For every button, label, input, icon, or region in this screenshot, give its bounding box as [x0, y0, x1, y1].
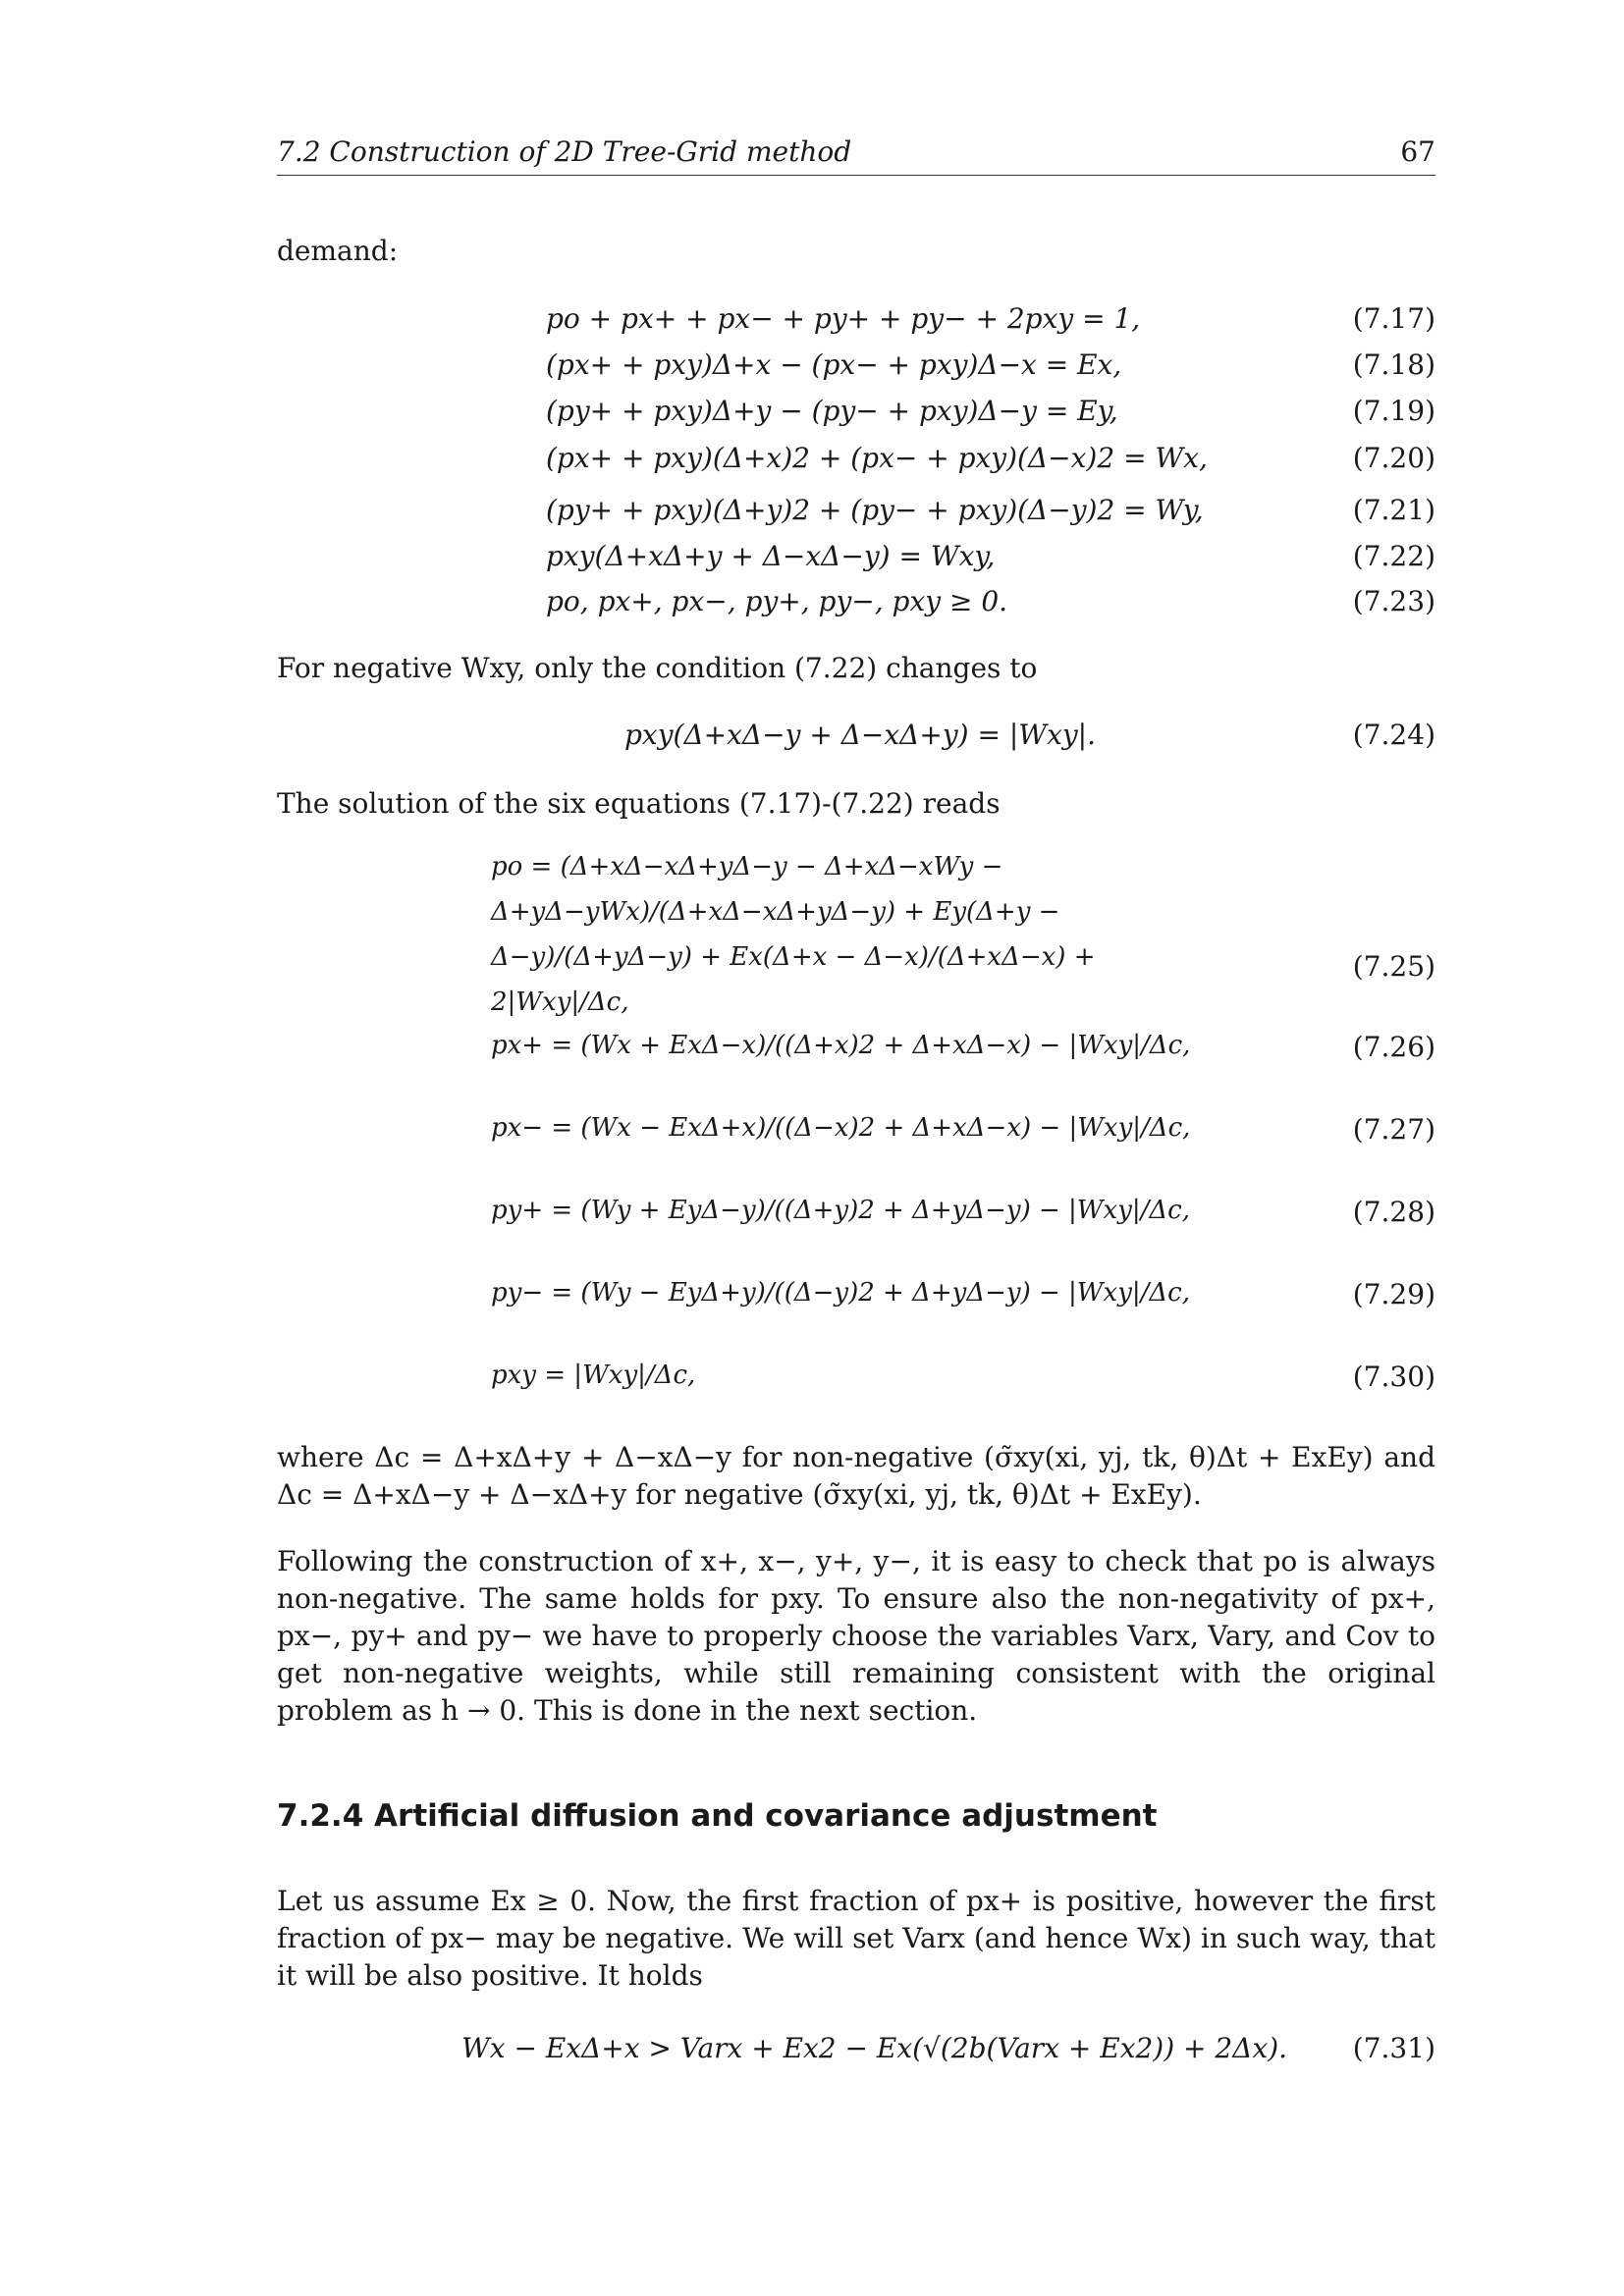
page-number: 67 — [1400, 135, 1435, 168]
equation-7-25 — [491, 844, 1198, 1025]
equation-text: py+ = (Wy + EyΔ−y)/((Δ+y)2 + Δ+yΔ−y) − |Wxy|/Δc, — [491, 1196, 1191, 1225]
equation-number: (7.23) — [1352, 585, 1435, 617]
equation-text: px− = (Wx − ExΔ+x)/((Δ−x)2 + Δ+xΔ−x) − |Wxy|/Δc, — [491, 1113, 1191, 1143]
equation-text: py− = (Wy − EyΔ+y)/((Δ−y)2 + Δ+yΔ−y) − |Wxy|/Δc, — [491, 1278, 1191, 1308]
section-heading: 7.2.4 Artificial diffusion and covariance adjustment — [277, 1798, 1158, 1834]
equation-7-24 — [624, 719, 1096, 751]
paragraph-assume: Let us assume Ex ≥ 0. Now, the first fraction of px+ is positive, however the first fraction of px− may be negative. We will set Varx (and hence Wx) in such way, that it will be also positive. It holds — [277, 1885, 1435, 1992]
equation-text: (px+ + pxy)(Δ+x)2 + (px− + pxy)(Δ−x)2 = Wx, — [546, 442, 1208, 474]
equation-number: (7.31) — [1352, 2032, 1435, 2064]
equation-number: (7.26) — [1352, 1031, 1435, 1063]
equation-7-29 — [491, 1278, 1190, 1308]
equation-7-23 — [546, 585, 1007, 617]
equation-text: Wx − ExΔ+x > Varx + Ex2 − Ex(√(2b(Varx + Ex2)) + 2Δx). — [461, 2032, 1288, 2064]
equation-7-21 — [546, 494, 1204, 526]
equation-text: pxy(Δ+xΔ−y + Δ−xΔ+y) = |Wxy|. — [624, 719, 1097, 751]
equation-7-17 — [546, 302, 1140, 335]
paragraph-solution: The solution of the six equations (7.17)-(7.22) reads — [277, 787, 1001, 820]
paragraph-where: where Δc = Δ+xΔ+y + Δ−xΔ−y for non-negative (σ̃xy(xi, yj, tk, θ)Δt + ExEy) and Δc = Δ+xΔ−y + Δ−xΔ+y for negative (σ̃xy(xi, yj, tk, θ)Δt + ExEy). — [277, 1441, 1435, 1511]
equation-7-20 — [546, 442, 1208, 474]
equation-text: (py+ + pxy)(Δ+y)2 + (py− + pxy)(Δ−y)2 = Wy, — [546, 494, 1204, 526]
equation-number: (7.17) — [1352, 302, 1435, 335]
equation-number: (7.24) — [1352, 719, 1435, 751]
equation-number: (7.21) — [1352, 494, 1435, 526]
equation-text: pxy = |Wxy|/Δc, — [491, 1361, 696, 1390]
equation-number: (7.18) — [1352, 348, 1435, 381]
equation-text: px+ = (Wx + ExΔ−x)/((Δ+x)2 + Δ+xΔ−x) − |Wxy|/Δc, — [491, 1031, 1191, 1060]
equation-number: (7.27) — [1352, 1113, 1435, 1146]
intro-text: demand: — [277, 235, 399, 267]
equation-7-27 — [491, 1113, 1190, 1143]
equation-number: (7.28) — [1352, 1196, 1435, 1228]
equation-number: (7.25) — [1352, 950, 1435, 983]
equation-number: (7.20) — [1352, 442, 1435, 474]
equation-text: po = (Δ+xΔ−xΔ+yΔ−y − Δ+xΔ−xWy − Δ+yΔ−yWx)/(Δ+xΔ−xΔ+yΔ−y) + Ey(Δ+y − Δ−y)/(Δ+yΔ−y) + Ex(Δ+x − Δ−x)/(Δ+xΔ−x) + 2|Wxy|/Δc, — [491, 852, 1096, 1017]
equation-7-18 — [546, 348, 1121, 381]
equation-text: po, px+, px−, py+, py−, pxy ≥ 0. — [546, 585, 1008, 617]
equation-text: (py+ + pxy)Δ+y − (py− + pxy)Δ−y = Ey, — [546, 395, 1118, 427]
equation-7-22 — [546, 540, 995, 572]
paragraph-negative: For negative Wxy, only the condition (7.22) changes to — [277, 652, 1038, 684]
header-title: 7.2 Construction of 2D Tree-Grid method — [277, 135, 852, 168]
equation-7-30 — [491, 1361, 695, 1390]
equation-number: (7.30) — [1352, 1361, 1435, 1393]
paragraph-following: Following the construction of x+, x−, y+, y−, it is easy to check that po is always non-negative. The same holds for pxy. To ensure also the non-negativity of px+, px−, py+ and py− we have to properly choose the variables Varx, Vary, and Cov to get non-negative weights, while still remaining consistent with the original problem as h → 0. This is done in the next section. — [277, 1545, 1435, 1727]
equation-text: (px+ + pxy)Δ+x − (px− + pxy)Δ−x = Ex, — [546, 348, 1122, 381]
equation-7-19 — [546, 395, 1118, 427]
equation-7-26 — [491, 1031, 1190, 1060]
running-header — [277, 135, 1435, 176]
equation-text: po + px+ + px− + py+ + py− + 2pxy = 1, — [546, 302, 1141, 335]
equation-number: (7.22) — [1352, 540, 1435, 572]
equation-number: (7.19) — [1352, 395, 1435, 427]
equation-7-28 — [491, 1196, 1190, 1225]
equation-7-31 — [461, 2032, 1287, 2064]
equation-number: (7.29) — [1352, 1278, 1435, 1310]
equation-text: pxy(Δ+xΔ+y + Δ−xΔ−y) = Wxy, — [546, 540, 996, 572]
